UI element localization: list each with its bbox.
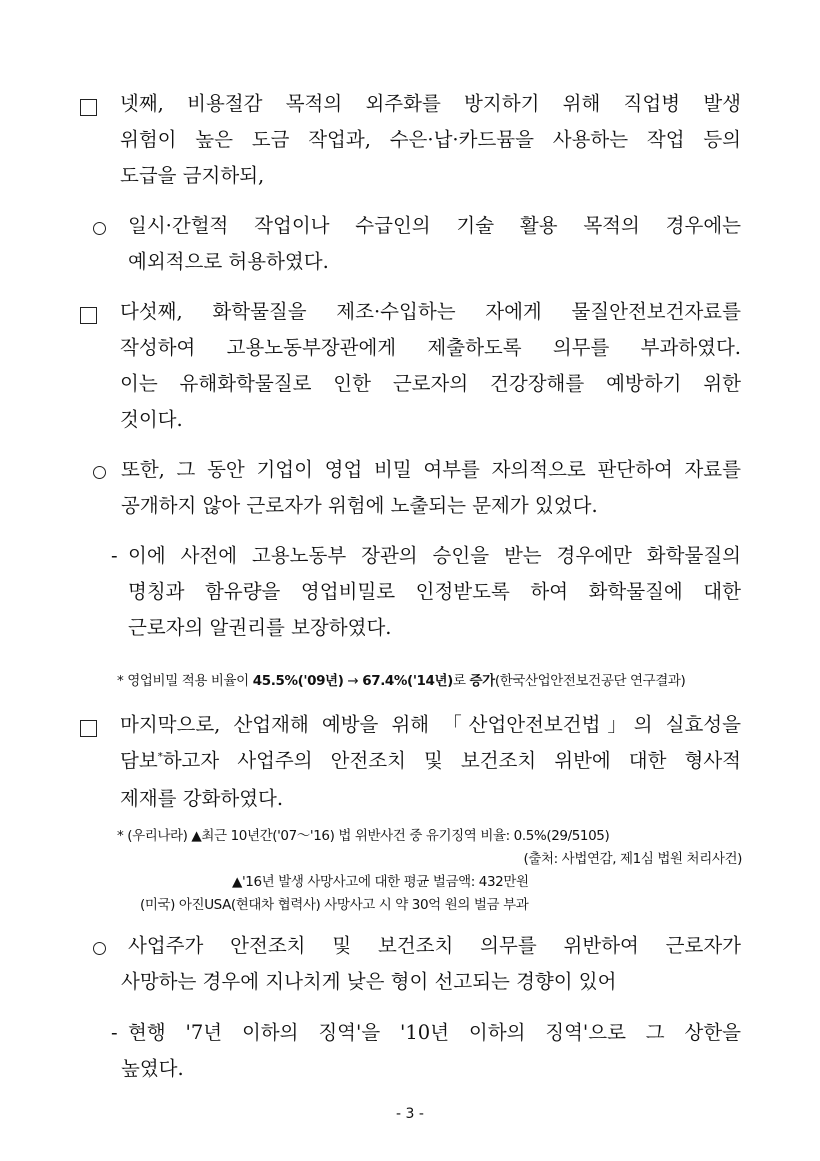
- para-6-line-1: 마지막으로, 산업재해 예방을 위해 「산업안전보건법」의 실효성을: [120, 713, 741, 736]
- para-5-line-2: 작성하여 고용노동부장관에게 제출하도록 의무를 부과하였다.: [120, 336, 741, 359]
- para-4-sub-line-1: 일시·간헐적 작업이나 수급인의 기술 활용 목적의 경우에는: [128, 214, 741, 237]
- footnote-increase: 증가: [469, 673, 495, 689]
- footnote-korea-source: (출처: 사법연감, 제1심 법원 처리사건): [523, 851, 742, 867]
- para-5-dash-line-3: 근로자의 알권리를 보장하였다.: [128, 616, 392, 639]
- para-4-line-3: 도급을 금지하되,: [120, 164, 265, 187]
- para-5-line-1: 다섯째, 화학물질을 제조·수입하는 자에게 물질안전보건자료를: [120, 300, 741, 323]
- footnote-value-2014: 67.4%('14년): [362, 673, 453, 689]
- footnote-korea-fine: ▲'16년 발생 사망사고에 대한 평균 벌금액: 432만원: [232, 874, 529, 890]
- para-6-line-2b: 하고자 사업주의 안전조치 및 보건조치 위반에 대한 형사적: [162, 749, 741, 772]
- dash-bullet: -: [111, 1021, 118, 1044]
- footnote-korea-stats: * (우리나라) ▲최근 10년간('07～'16) 법 위반사건 중 유기징역 비율: 0.5%(29/5105): [117, 828, 610, 844]
- para-6-dash-line-2: 높였다.: [121, 1057, 184, 1080]
- para-6-line-3: 제재를 강화하였다.: [120, 787, 284, 810]
- para-5-line-4: 것이다.: [120, 408, 183, 431]
- footnote-prefix: 영업비밀 적용 비율이: [127, 673, 249, 689]
- para-4-line-1: 넷째, 비용절감 목적의 외주화를 방지하기 위해 직업병 발생: [120, 92, 741, 115]
- footnote-mid: 로: [452, 673, 466, 689]
- para-5-sub-line-2: 공개하지 않아 근로자가 위험에 노출되는 문제가 있었다.: [121, 494, 598, 517]
- para-4-line-2: 위험이 높은 도금 작업과, 수은·납·카드뮴을 사용하는 작업 등의: [120, 128, 741, 151]
- circle-bullet: [93, 222, 106, 235]
- para-6-line-2a: 담보: [120, 749, 158, 772]
- footnote-source: (한국산업안전보건공단 연구결과): [494, 673, 686, 689]
- para-5-dash-line-1: 이에 사전에 고용노동부 장관의 승인을 받는 경우에만 화학물질의: [128, 544, 741, 567]
- para-5-line-3: 이는 유해화학물질로 인한 근로자의 건강장해를 예방하기 위한: [120, 372, 741, 395]
- checkbox-bullet: [80, 99, 97, 116]
- footnote-star: *: [117, 673, 124, 689]
- circle-bullet: [93, 942, 106, 955]
- para-6-line-2: [120, 748, 741, 774]
- footnote-value-2009: 45.5%('09년): [252, 673, 344, 689]
- checkbox-bullet: [80, 307, 97, 324]
- footnote-marker: *: [157, 751, 163, 763]
- para-6-sub-line-1: 사업주가 안전조치 및 보건조치 의무를 위반하여 근로자가: [128, 934, 741, 957]
- para-5-dash-line-2: 명칭과 함유량을 영업비밀로 인정받도록 하여 화학물질에 대한: [128, 580, 741, 603]
- dash-bullet: -: [111, 544, 118, 567]
- arrow-right-icon: →: [347, 673, 359, 689]
- para-6-sub-line-2: 사망하는 경우에 지나치게 낮은 형이 선고되는 경향이 있어: [121, 970, 617, 993]
- page-number: - 3 -: [396, 1106, 424, 1122]
- footnote-usa: (미국) 아진USA(현대차 협력사) 사망사고 시 약 30억 원의 벌금 부과: [140, 897, 529, 913]
- para-4-sub-line-2: 예외적으로 허용하였다.: [128, 250, 329, 273]
- checkbox-bullet: [80, 720, 97, 737]
- para-5-sub-line-1: 또한, 그 동안 기업이 영업 비밀 여부를 자의적으로 판단하여 자료를: [121, 458, 741, 481]
- footnote-trade-secret: [117, 672, 685, 690]
- circle-bullet: [93, 466, 106, 479]
- para-6-dash-line-1: 현행 '7년 이하의 징역'을 '10년 이하의 징역'으로 그 상한을: [128, 1021, 741, 1044]
